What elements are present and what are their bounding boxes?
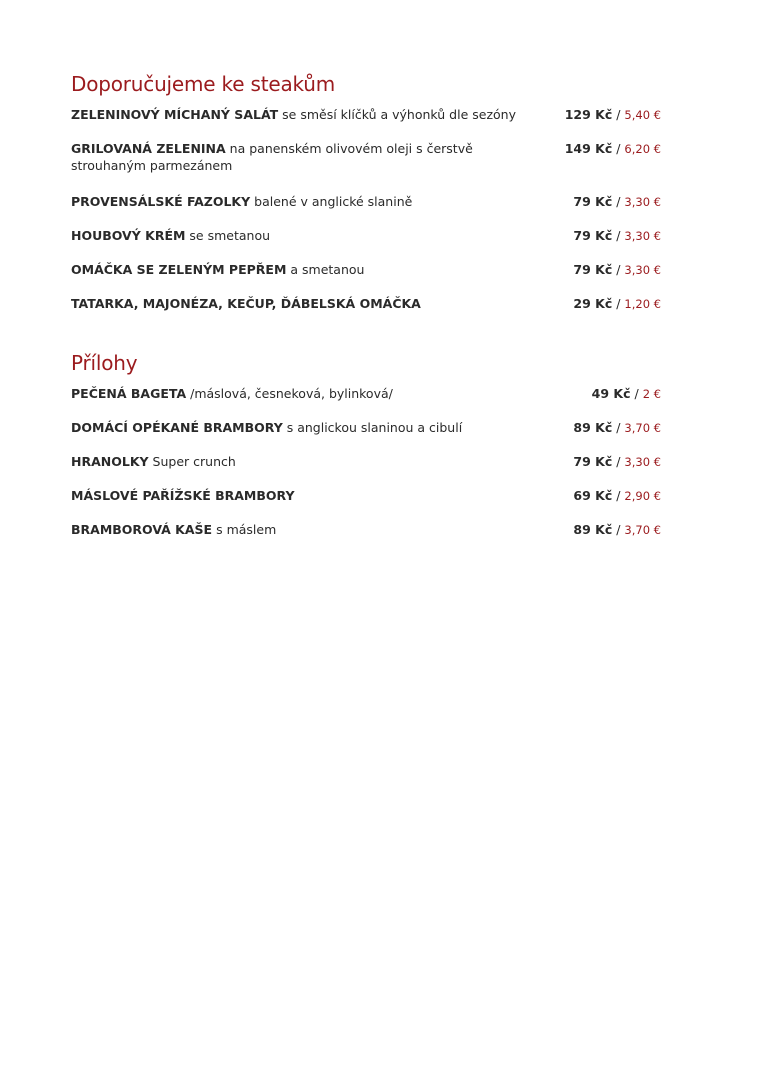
section-title-sides: Přílohy (71, 351, 138, 375)
item-price (573, 193, 661, 211)
price-czk: 149 Kč (564, 141, 613, 156)
item-price (573, 295, 661, 313)
menu-item (71, 453, 661, 471)
price-eur: 1,20 € (624, 297, 661, 311)
steaks-section (71, 72, 661, 313)
menu-item (71, 261, 661, 279)
price-czk: 79 Kč (573, 194, 613, 209)
item-price (573, 487, 661, 505)
price-czk: 79 Kč (573, 454, 613, 469)
item-name: TATARKA, MAJONÉZA, KEČUP, ĎÁBELSKÁ OMÁČKA (71, 296, 421, 311)
price-eur: 3,30 € (624, 455, 661, 469)
price-separator: / (616, 420, 621, 435)
menu-item (71, 385, 661, 403)
item-name: GRILOVANÁ ZELENINA (71, 141, 226, 156)
price-separator: / (616, 522, 621, 537)
item-note: balené v anglické slanině (254, 194, 413, 209)
price-eur: 3,30 € (624, 229, 661, 243)
price-czk: 29 Kč (573, 296, 613, 311)
menu-item (71, 193, 661, 211)
menu-item (71, 227, 661, 245)
item-price (573, 419, 661, 437)
item-price (565, 140, 661, 158)
menu-item (71, 521, 661, 539)
item-name: PEČENÁ BAGETA (71, 386, 187, 401)
item-name: HOUBOVÝ KRÉM (71, 228, 186, 243)
item-price (573, 261, 661, 279)
menu-item (71, 487, 661, 505)
item-price (565, 106, 661, 124)
price-czk: 79 Kč (573, 228, 613, 243)
item-price (573, 453, 661, 471)
price-eur: 6,20 € (624, 142, 661, 156)
item-price (592, 385, 661, 403)
price-separator: / (616, 296, 621, 311)
item-name: HRANOLKY (71, 454, 149, 469)
item-name: MÁSLOVÉ PAŘÍŽSKÉ BRAMBORY (71, 488, 295, 503)
item-note: s anglickou slaninou a cibulí (286, 420, 463, 435)
price-separator: / (616, 107, 621, 122)
price-separator: / (616, 454, 621, 469)
item-name: DOMÁCÍ OPÉKANÉ BRAMBORY (71, 420, 283, 435)
item-note: se směsí klíčků a výhonků dle sezóny (282, 107, 516, 122)
price-eur: 3,70 € (624, 523, 661, 537)
sides-section (71, 351, 661, 539)
item-price (573, 521, 661, 539)
menu-item (71, 106, 661, 124)
menu-item (71, 295, 661, 313)
item-note: s máslem (216, 522, 277, 537)
price-eur: 2,90 € (624, 489, 661, 503)
menu-item (71, 419, 661, 437)
price-eur: 5,40 € (624, 108, 661, 122)
price-eur: 3,70 € (624, 421, 661, 435)
item-note: na panenském olivovém oleji s čerstvě strouhaným parmezánem (71, 141, 473, 173)
item-note: a smetanou (290, 262, 365, 277)
item-note: Super crunch (152, 454, 236, 469)
item-name: BRAMBOROVÁ KAŠE (71, 522, 213, 537)
item-name: ZELENINOVÝ MÍCHANÝ SALÁT (71, 107, 279, 122)
item-name: OMÁČKA SE ZELENÝM PEPŘEM (71, 262, 287, 277)
price-separator: / (616, 194, 621, 209)
sides-item-list (71, 385, 661, 539)
price-eur: 3,30 € (624, 263, 661, 277)
price-separator: / (634, 386, 639, 401)
steaks-item-list (71, 106, 661, 313)
price-separator: / (616, 141, 621, 156)
price-czk: 69 Kč (573, 488, 613, 503)
price-separator: / (616, 262, 621, 277)
price-czk: 89 Kč (573, 420, 613, 435)
item-name: PROVENSÁLSKÉ FAZOLKY (71, 194, 251, 209)
price-eur: 2 € (642, 387, 661, 401)
price-czk: 49 Kč (591, 386, 631, 401)
price-czk: 129 Kč (564, 107, 613, 122)
price-separator: / (616, 488, 621, 503)
price-eur: 3,30 € (624, 195, 661, 209)
price-czk: 79 Kč (573, 262, 613, 277)
price-separator: / (616, 228, 621, 243)
item-note: /máslová, česneková, bylinková/ (190, 386, 393, 401)
item-price (573, 227, 661, 245)
menu-item (71, 140, 661, 174)
item-note: se smetanou (189, 228, 271, 243)
section-title-steaks: Doporučujeme ke steakům (71, 72, 336, 96)
price-czk: 89 Kč (573, 522, 613, 537)
